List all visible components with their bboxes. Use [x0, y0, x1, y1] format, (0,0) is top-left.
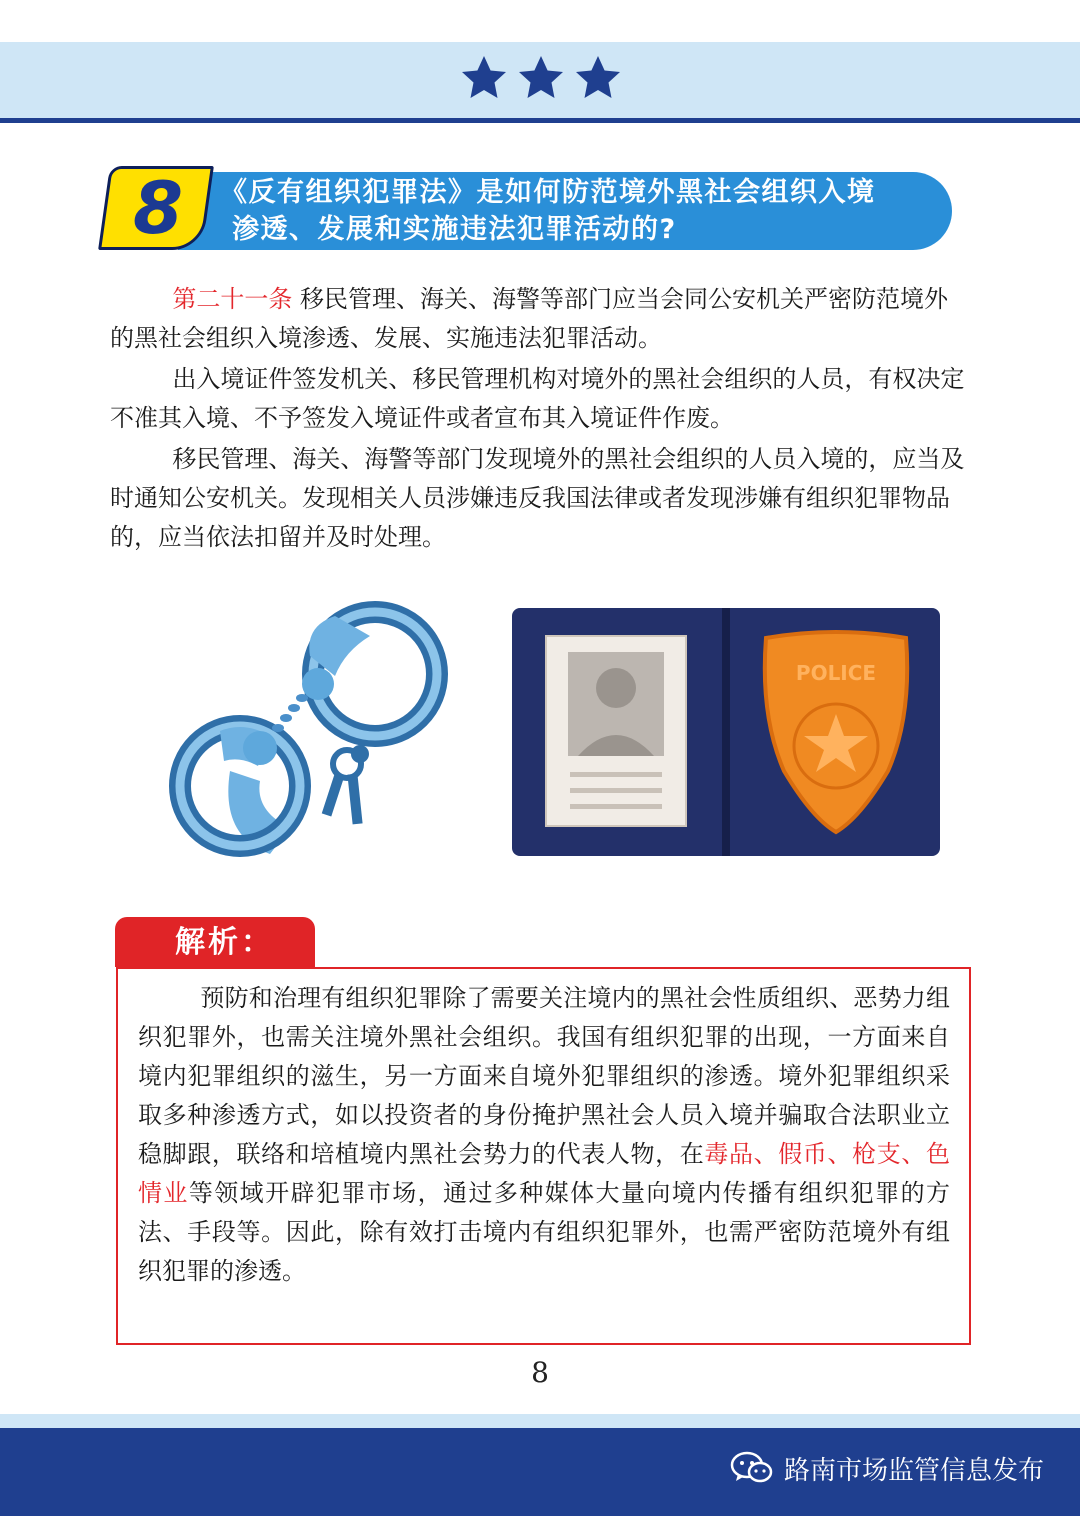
footer-account-name: 路南市场监管信息发布 — [783, 1455, 1044, 1486]
header-rule — [0, 118, 1080, 123]
analysis-paragraph — [138, 979, 950, 1291]
page-number: 8 — [531, 1356, 549, 1389]
question-title-line2: 渗透、发展和实施违法犯罪活动的? — [232, 214, 677, 245]
analysis-text-before: 预防和治理有组织犯罪除了需要关注境内的黑社会性质组织、恶势力组织犯罪外，也需关注境外黑社会组织。我国有组织犯罪的出现，一方面来自境内犯罪组织的滋生，另一方面来自境外犯罪组织的渗透。境外犯罪组织采取多种渗透方式，如以投资者的身份掩护黑社会人员入境并骗取合法职业立稳脚跟，联络和培植境内黑社会势力的代表人物，在 — [138, 984, 950, 1168]
law-paragraph-3: 移民管理、海关、海警等部门发现境外的黑社会组织的人员入境的，应当及时通知公安机关。发现相关人员涉嫌违反我国法律或者发现涉嫌有组织犯罪物品的，应当依法扣留并及时处理。 — [110, 445, 965, 551]
badge-text: POLICE — [795, 661, 877, 685]
star-icon — [519, 56, 563, 98]
analysis-text — [138, 979, 950, 1291]
header-stars — [456, 50, 626, 106]
question-number: 8 — [132, 166, 184, 250]
question-heading — [104, 166, 954, 252]
law-paragraph-2: 出入境证件签发机关、移民管理机构对境外的黑社会组织的人员，有权决定不准其入境、不予签发入境证件或者宣布其入境证件作废。 — [110, 365, 965, 432]
article-label: 第二十一条 — [172, 285, 293, 313]
illustration — [160, 596, 960, 866]
law-article — [110, 280, 972, 557]
keys-icon — [322, 745, 369, 824]
question-title-line1: 《反有组织犯罪法》是如何防范境外黑社会组织入境 — [220, 177, 876, 208]
law-paragraph-1 — [110, 280, 972, 358]
police-id-wallet — [512, 608, 940, 856]
footer-light-band — [0, 1414, 1080, 1428]
star-icon — [576, 56, 620, 98]
law-paragraph-1-text: 移民管理、海关、海警等部门应当会同公安机关严密防范境外的黑社会组织入境渗透、发展、实施违法犯罪活动。 — [110, 285, 949, 352]
analysis-box — [116, 967, 971, 1345]
footer-account — [730, 1448, 1044, 1488]
handcuffs-icon — [180, 612, 437, 854]
analysis-title: 解析： — [115, 917, 315, 967]
analysis-highlight: 毒品、假币、枪支、色情业 — [138, 1140, 950, 1207]
analysis-text-after: 等领域开辟犯罪市场，通过多种媒体大量向境内传播有组织犯罪的方法、手段等。因此，除有效打击境内有组织犯罪外，也需严密防范境外有组织犯罪的渗透。 — [138, 1179, 951, 1285]
wechat-icon — [730, 1450, 774, 1486]
question-title — [220, 174, 950, 248]
star-icon — [462, 56, 506, 98]
